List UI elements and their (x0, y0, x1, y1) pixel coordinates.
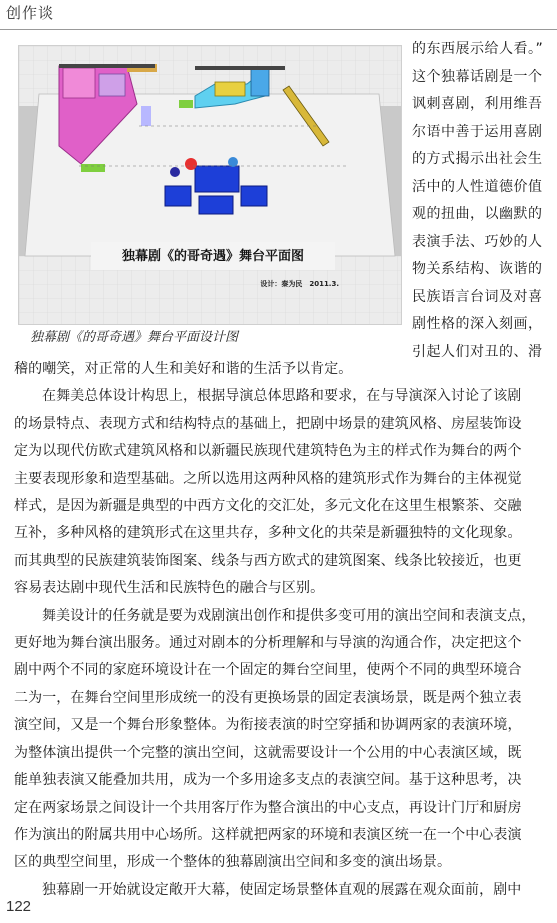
side-line: 剧性格的深入刻画， (412, 316, 543, 332)
stage-plan-drawing (19, 46, 401, 324)
body-line: 二为一，在舞台空间里形成统一的没有更换场景的固定表演场景，既是两个独立表 (14, 689, 522, 706)
side-line: 观的扭曲，以幽默的 (412, 206, 543, 222)
body-line: 为整体演出提供一个完整的演出空间，这就需要设计一个公用的中心表演区域，既 (14, 744, 522, 761)
body-line: 样式，是因为新疆是典型的中西方文化的交汇处，多元文化在这里生根繁茶、交融 (14, 498, 522, 515)
body-line: 而其典型的民族建筑装饰图案、线条与西方欧式的建筑图案、线条比较接近，也更 (14, 552, 522, 569)
body-line: 剧中两个不同的家庭环境设计在一个固定的舞台空间里，使两个不同的典型环境合 (14, 662, 522, 679)
paragraph-start-line: 舞美设计的任务就是要为戏剧演出创作和提供多变可用的演出空间和表演支点， (42, 607, 536, 624)
body-line: 的场景特点、表现方式和结构特点的基础上，把剧中场景的建筑风格、房屋装饰设 (14, 415, 522, 432)
stage-plan-image (18, 45, 402, 325)
article-body (14, 356, 548, 904)
section-title: 创作谈 (6, 4, 55, 22)
side-line: 引起人们对丑的、滑 (412, 343, 543, 360)
body-line: 容易表达剧中现代生活和民族特色的融合与区别。 (14, 580, 325, 597)
side-line: 表演手法、巧妙的人 (412, 233, 543, 250)
side-line: 物关系结构、诙谐的 (412, 261, 543, 277)
side-line: 讽刺喜剧，利用维吾 (412, 96, 543, 112)
header-divider (0, 29, 557, 30)
page-number: 122 (6, 898, 32, 915)
body-line: 互补，多种风格的建筑形式在这里共存，多种文化的共荣是新疆独特的文化现象。 (14, 525, 522, 542)
side-line: 的方式揭示出社会生 (412, 151, 543, 167)
side-text-column (412, 36, 552, 366)
body-line: 演空间，又是一个舞台形象整体。为衔接表演的时空穿插和协调两家的表演环境， (14, 717, 522, 734)
side-line: 活中的人性道德价值 (412, 178, 543, 195)
body-line: 主要表现形象和造型基础。之所以选用这两种风格的建筑形式作为舞台的主体视觉 (14, 470, 522, 487)
body-line: 定在两家场景之间设计一个共用客厅作为整合演出的中心支点，再设计门厅和厨房 (14, 799, 522, 816)
body-line: 定为以现代仿欧式建筑风格和以新疆民族现代建筑特色为主的样式作为舞台的两个 (14, 443, 522, 460)
paragraph-start-line: 在舞美总体设计构思上，根据导演总体思路和要求，在与导演深入讨论了该剧 (42, 388, 522, 405)
side-line: 尔语中善于运用喜剧 (412, 123, 543, 140)
body-line: 稽的嘲笑，对正常的人生和美好和谐的生活予以肯定。 (14, 361, 353, 377)
body-line: 能单独表演又能叠加共用，成为一个多用途多支点的表演空间。基于这种思考，决 (14, 772, 522, 789)
body-line: 区的典型空间里，形成一个整体的独幕剧演出空间和多变的演出场景。 (14, 854, 452, 871)
side-line: 民族语言台词及对喜 (412, 288, 543, 305)
plan-title: 独幕剧《的哥奇遇》舞台平面图 (121, 249, 305, 264)
side-line: 的东西展示给人看。” (412, 41, 544, 57)
body-line: 作为演出的附属共用中心场所。这样就把两家的环境和表演区统一在一个中心表演 (14, 826, 522, 843)
plan-credit: 设计：秦为民 2011.3. (260, 280, 339, 288)
side-line: 这个独幕话剧是一个 (412, 68, 543, 85)
stage-plan-figure (18, 45, 400, 345)
body-line: 更好地为舞台演出服务。通过对剧本的分析理解和与导演的沟通合作，决定把这个 (14, 635, 522, 652)
paragraph-start-line: 独幕剧一开始就设定敞开大幕，使固定场景整体直观的展露在观众面前，剧中 (42, 881, 522, 898)
figure-caption: 独幕剧《的哥奇遇》舞台平面设计图 (30, 330, 239, 345)
